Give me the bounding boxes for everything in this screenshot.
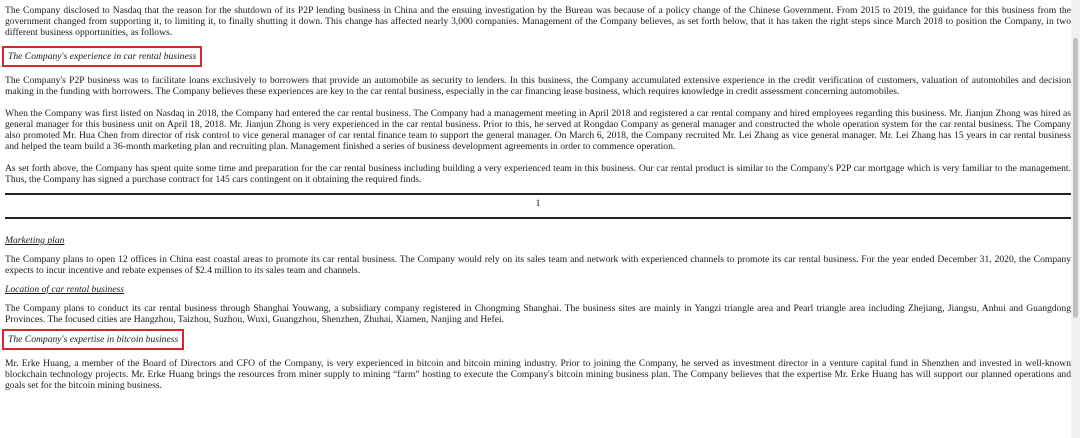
scrollbar-thumb[interactable]: [1073, 38, 1078, 318]
bitcoin-paragraph: Mr. Erke Huang, a member of the Board of Directors and CFO of the Company, is very experienced in bitcoin and bitcoin mining industry. Prior to joining the Company, he served as investment director in a venture capital fund in Shenzhen and invested in well-known blockchain technology projects. Mr. Erke Huang brings the resources from miner supply to mining “farm” hosting to execute the Company's bitcoin mining business plan. The Company believes that the expertise Mr. Erke Huang has will support our planned operations and goals set for the bitcoin mining business.: [5, 358, 1071, 391]
section-heading-car-rental-experience: [5, 46, 1071, 67]
team-paragraph: When the Company was first listed on Nasdaq in 2018, the Company had entered the car rental business. The Company had a management meeting in April 2018 and registered a car rental company and hired employees regarding this business. Mr. Jianjun Zhong was hired as general manager for this business unit on April 18, 2018. Mr. Jianjun Zhong is very experienced in the car rental business. Prior to this, he served at Rongdao Company as general manager and constructed the whole operation system for the car rental business. The Company also promoted Mr. Hua Chen from director of risk control to vice general manager of car rental finance team to support the general manager. On March 6, 2018, the Company recruited Mr. Lei Zhang as vice general manager. Mr. Lei Zhang has 15 years in car rental business and helped the team build a 36-month marketing plan and recruiting plan. Management finished a series of business development agreements in order to commence operation.: [5, 108, 1071, 152]
section-heading-bitcoin-expertise: [5, 329, 1071, 350]
section-heading-marketing-plan: Marketing plan: [5, 235, 65, 246]
preparation-paragraph: As set forth above, the Company has spent quite some time and preparation for the car rental business including building a very experienced team in this business. Our car rental product is similar to the Company's P2P car mortgage which is very familiar to the management. Thus, the Company has signed a purchase contract for 145 cars contingent on it obtaining the required finds.: [5, 163, 1071, 185]
page-number: 1: [535, 198, 541, 209]
highlight-box: The Company's expertise in bitcoin business: [2, 329, 184, 350]
vertical-scrollbar[interactable]: [1071, 0, 1080, 438]
p2p-business-paragraph: The Company's P2P business was to facilitate loans exclusively to borrowers that provide an automobile as security to lenders. In this business, the Company accumulated extensive experience in the credit verification of customers, valuation of automobiles and decision making in the funding with borrowers. The Company believes these experiences are key to the car rental business, especially in the car financing lease business, which requires knowledge in credit assessment concerning automobiles.: [5, 75, 1071, 97]
intro-paragraph: The Company disclosed to Nasdaq that the reason for the shutdown of its P2P lending business in China and the ensuing investigation by the Bureau was because of a policy change of the Chinese Government. From 2015 to 2019, the guidance for this business from the government changed from supporting it, to limiting it, to finally shutting it down. This change has affected nearly 3,000 companies. Management of the Company believes, as set forth below, that it has taken the right steps since March 2018 to position the Company, in two different business opportunities, as follows.: [5, 5, 1071, 38]
location-paragraph: The Company plans to conduct its car rental business through Shanghai Youwang, a subsidiary company registered in Chongming Shanghai. The business sites are mainly in Yangzi triangle area and Pearl triangle area including Zhejiang, Jiangsu, Anhui and Guangdong Provinces. The focused cities are Hangzhou, Taizhou, Suzhou, Wuxi, Guangzhou, Shenzhen, Zhuhai, Xiamen, Nanjing and Hefei.: [5, 303, 1071, 325]
document-page: [5, 5, 1071, 391]
highlight-box: The Company's experience in car rental business: [2, 46, 202, 67]
marketing-paragraph: The Company plans to open 12 offices in China east coastal areas to promote its car rental business. The Company would rely on its sales team and network with experienced channels to promote its car rental business. For the year ended December 31, 2020, the Company expects to incur incentive and rebate expenses of $2.4 million to its sales team and channels.: [5, 254, 1071, 276]
section-heading-location: Location of car rental business: [5, 284, 125, 295]
